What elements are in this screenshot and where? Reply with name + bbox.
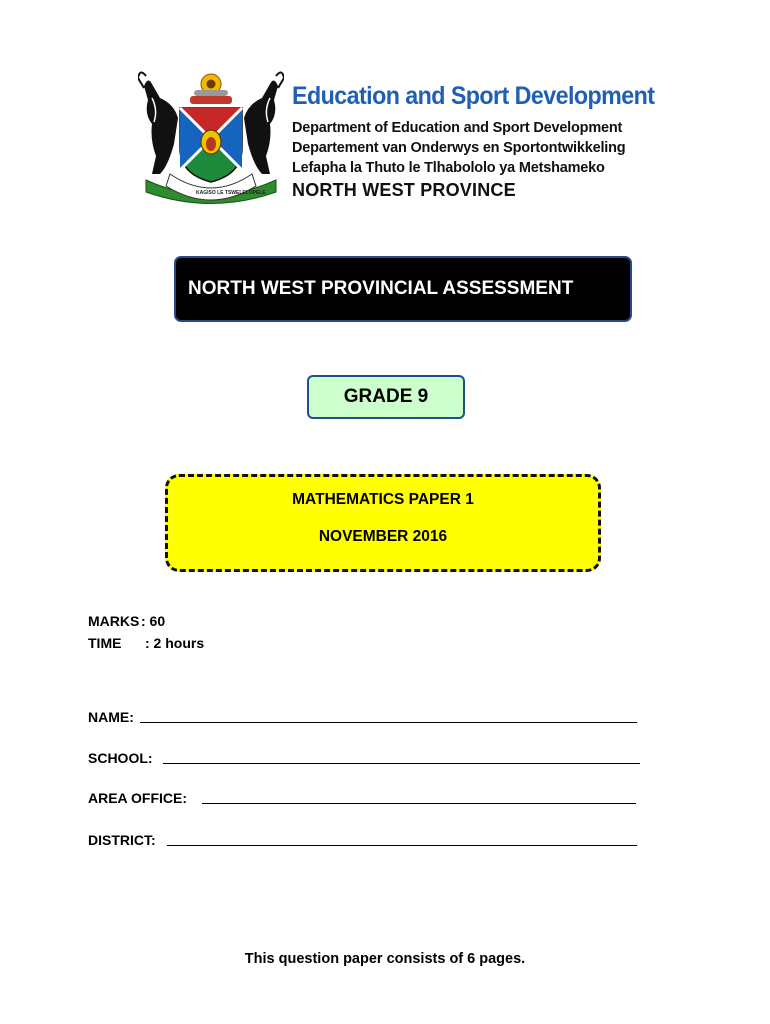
marks-label: MARKS	[88, 613, 140, 629]
coat-of-arms-logo	[138, 70, 284, 210]
school-label: SCHOOL:	[88, 750, 153, 766]
district-input-line[interactable]	[167, 845, 637, 846]
department-line-english: Department of Education and Sport Development	[292, 120, 623, 136]
area-office-label: AREA OFFICE:	[88, 790, 188, 806]
province-name: NORTH WEST PROVINCE	[292, 180, 516, 200]
exam-date: NOVEMBER 2016	[318, 528, 448, 545]
marks-value: : 60	[141, 613, 166, 629]
area-office-input-line[interactable]	[202, 803, 636, 804]
time-label: TIME	[88, 635, 122, 651]
name-label: NAME:	[88, 709, 134, 725]
grade-text: GRADE 9	[343, 386, 429, 407]
department-line-afrikaans: Departement van Onderwys en Sportontwikkeling	[292, 140, 626, 156]
subject-box	[165, 474, 601, 572]
assessment-banner-text: NORTH WEST PROVINCIAL ASSESSMENT	[188, 278, 574, 299]
motto-text: KAGISO LE TSWELELOPELE	[196, 190, 266, 196]
time-value: : 2 hours	[145, 635, 205, 651]
department-title: Education and Sport Development	[292, 82, 655, 110]
district-label: DISTRICT:	[88, 832, 156, 848]
grade-box	[307, 375, 465, 419]
assessment-banner	[174, 256, 632, 322]
subject-title: MATHEMATICS PAPER 1	[292, 491, 474, 508]
school-input-line[interactable]	[163, 763, 640, 764]
page-count-note: This question paper consists of 6 pages.	[244, 951, 526, 967]
department-line-setswana: Lefapha la Thuto le Tlhabololo ya Metshameko	[292, 160, 605, 176]
name-input-line[interactable]	[140, 722, 637, 723]
